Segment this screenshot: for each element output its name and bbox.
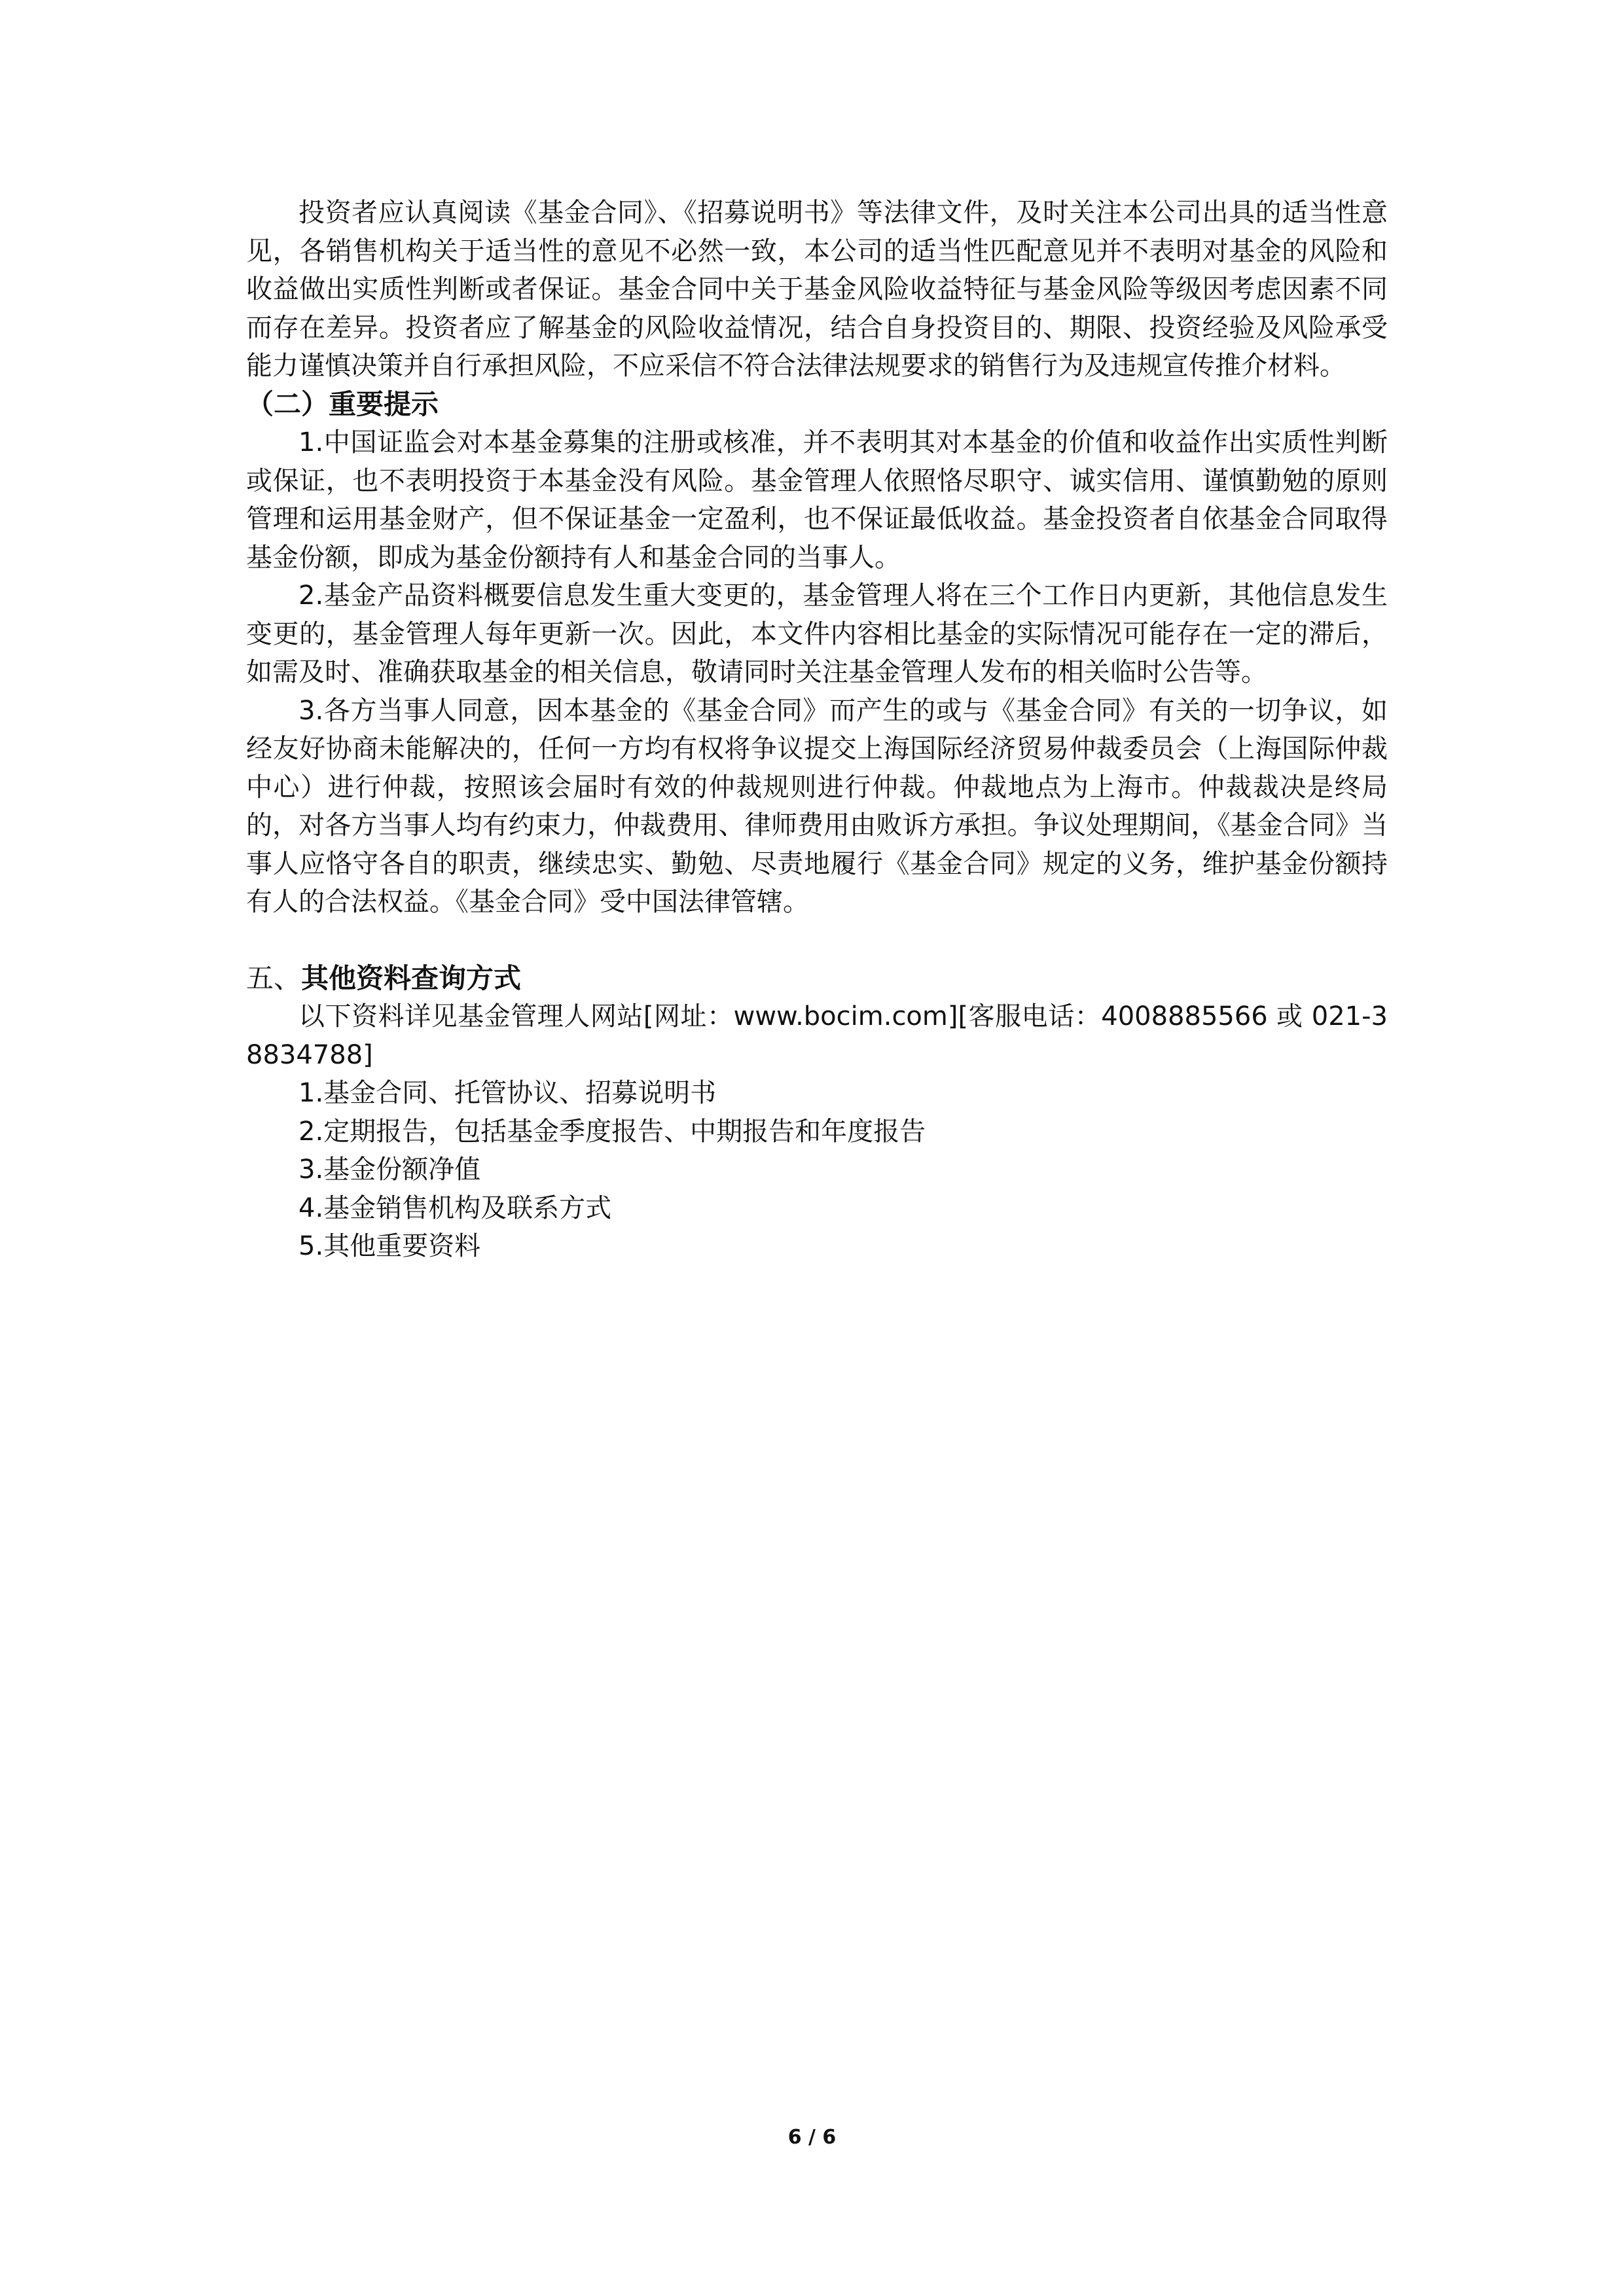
important-item-3: 3.各方当事人同意，因本基金的《基金合同》而产生的或与《基金合同》有关的一切争议，如经友好协商未能解决的，任何一方均有权将争议提交上海国际经济贸易仲裁委员会（上海国际仲裁中心）进行仲裁，按照该会届时有效的仲裁规则进行仲裁。仲裁地点为上海市。仲裁裁决是终局的，对各方当事人均有约束力，仲裁费用、律师费用由败诉方承担。争议处理期间，《基金合同》当事人应恪守各自的职责，继续忠实、勤勉、尽责地履行《基金合同》规定的义务，维护基金份额持有人的合法权益。《基金合同》受中国法律管辖。 <box>246 695 1388 917</box>
section-5-title: 其他资料查询方式 <box>301 961 522 994</box>
list-item: 4.基金销售机构及联系方式 <box>298 1193 612 1223</box>
important-notice-heading: （二）重要提示 <box>246 387 439 420</box>
list-item: 1.基金合同、托管协议、招募说明书 <box>298 1078 717 1108</box>
intro-paragraph: 投资者应认真阅读《基金合同》、《招募说明书》等法律文件，及时关注本公司出具的适当性意见，各销售机构关于适当性的意见不必然一致，本公司的适当性匹配意见并不表明对基金的风险和收益做出实质性判断或者保证。基金合同中关于基金风险收益特征与基金风险等级因考虑因素不同而存在差异。投资者应了解基金的风险收益情况，结合自身投资目的、期限、投资经验及风险承受能力谨慎决策并自行承担风险，不应采信不符合法律法规要求的销售行为及违规宣传推介材料。 <box>246 198 1388 381</box>
section-5-heading <box>246 960 1388 998</box>
list-item: 3.基金份额净值 <box>298 1155 481 1185</box>
section-5-intro: 以下资料详见基金管理人网站[网址：www.bocim.com][客服电话：4008885566 或 021-38834788] <box>246 1001 1388 1070</box>
list-item: 2.定期报告，包括基金季度报告、中期报告和年度报告 <box>298 1116 926 1147</box>
list-item: 5.其他重要资料 <box>298 1231 481 1261</box>
page-content <box>246 194 1388 1266</box>
important-item-2: 2.基金产品资料概要信息发生重大变更的，基金管理人将在三个工作日内更新，其他信息发生变更的，基金管理人每年更新一次。因此，本文件内容相比基金的实际情况可能存在一定的滞后，如需及时、准确获取基金的相关信息，敬请同时关注基金管理人发布的相关临时公告等。 <box>246 581 1388 687</box>
page-number: 6 / 6 <box>787 2126 837 2149</box>
important-item-1: 1.中国证监会对本基金募集的注册或核准，并不表明其对本基金的价值和收益作出实质性判断或保证，也不表明投资于本基金没有风险。基金管理人依照恪尽职守、诚实信用、谨慎勤勉的原则管理和运用基金财产，但不保证基金一定盈利，也不保证最低收益。基金投资者自依基金合同取得基金份额，即成为基金份额持有人和基金合同的当事人。 <box>246 427 1388 573</box>
section-5-number: 五、 <box>246 961 302 994</box>
